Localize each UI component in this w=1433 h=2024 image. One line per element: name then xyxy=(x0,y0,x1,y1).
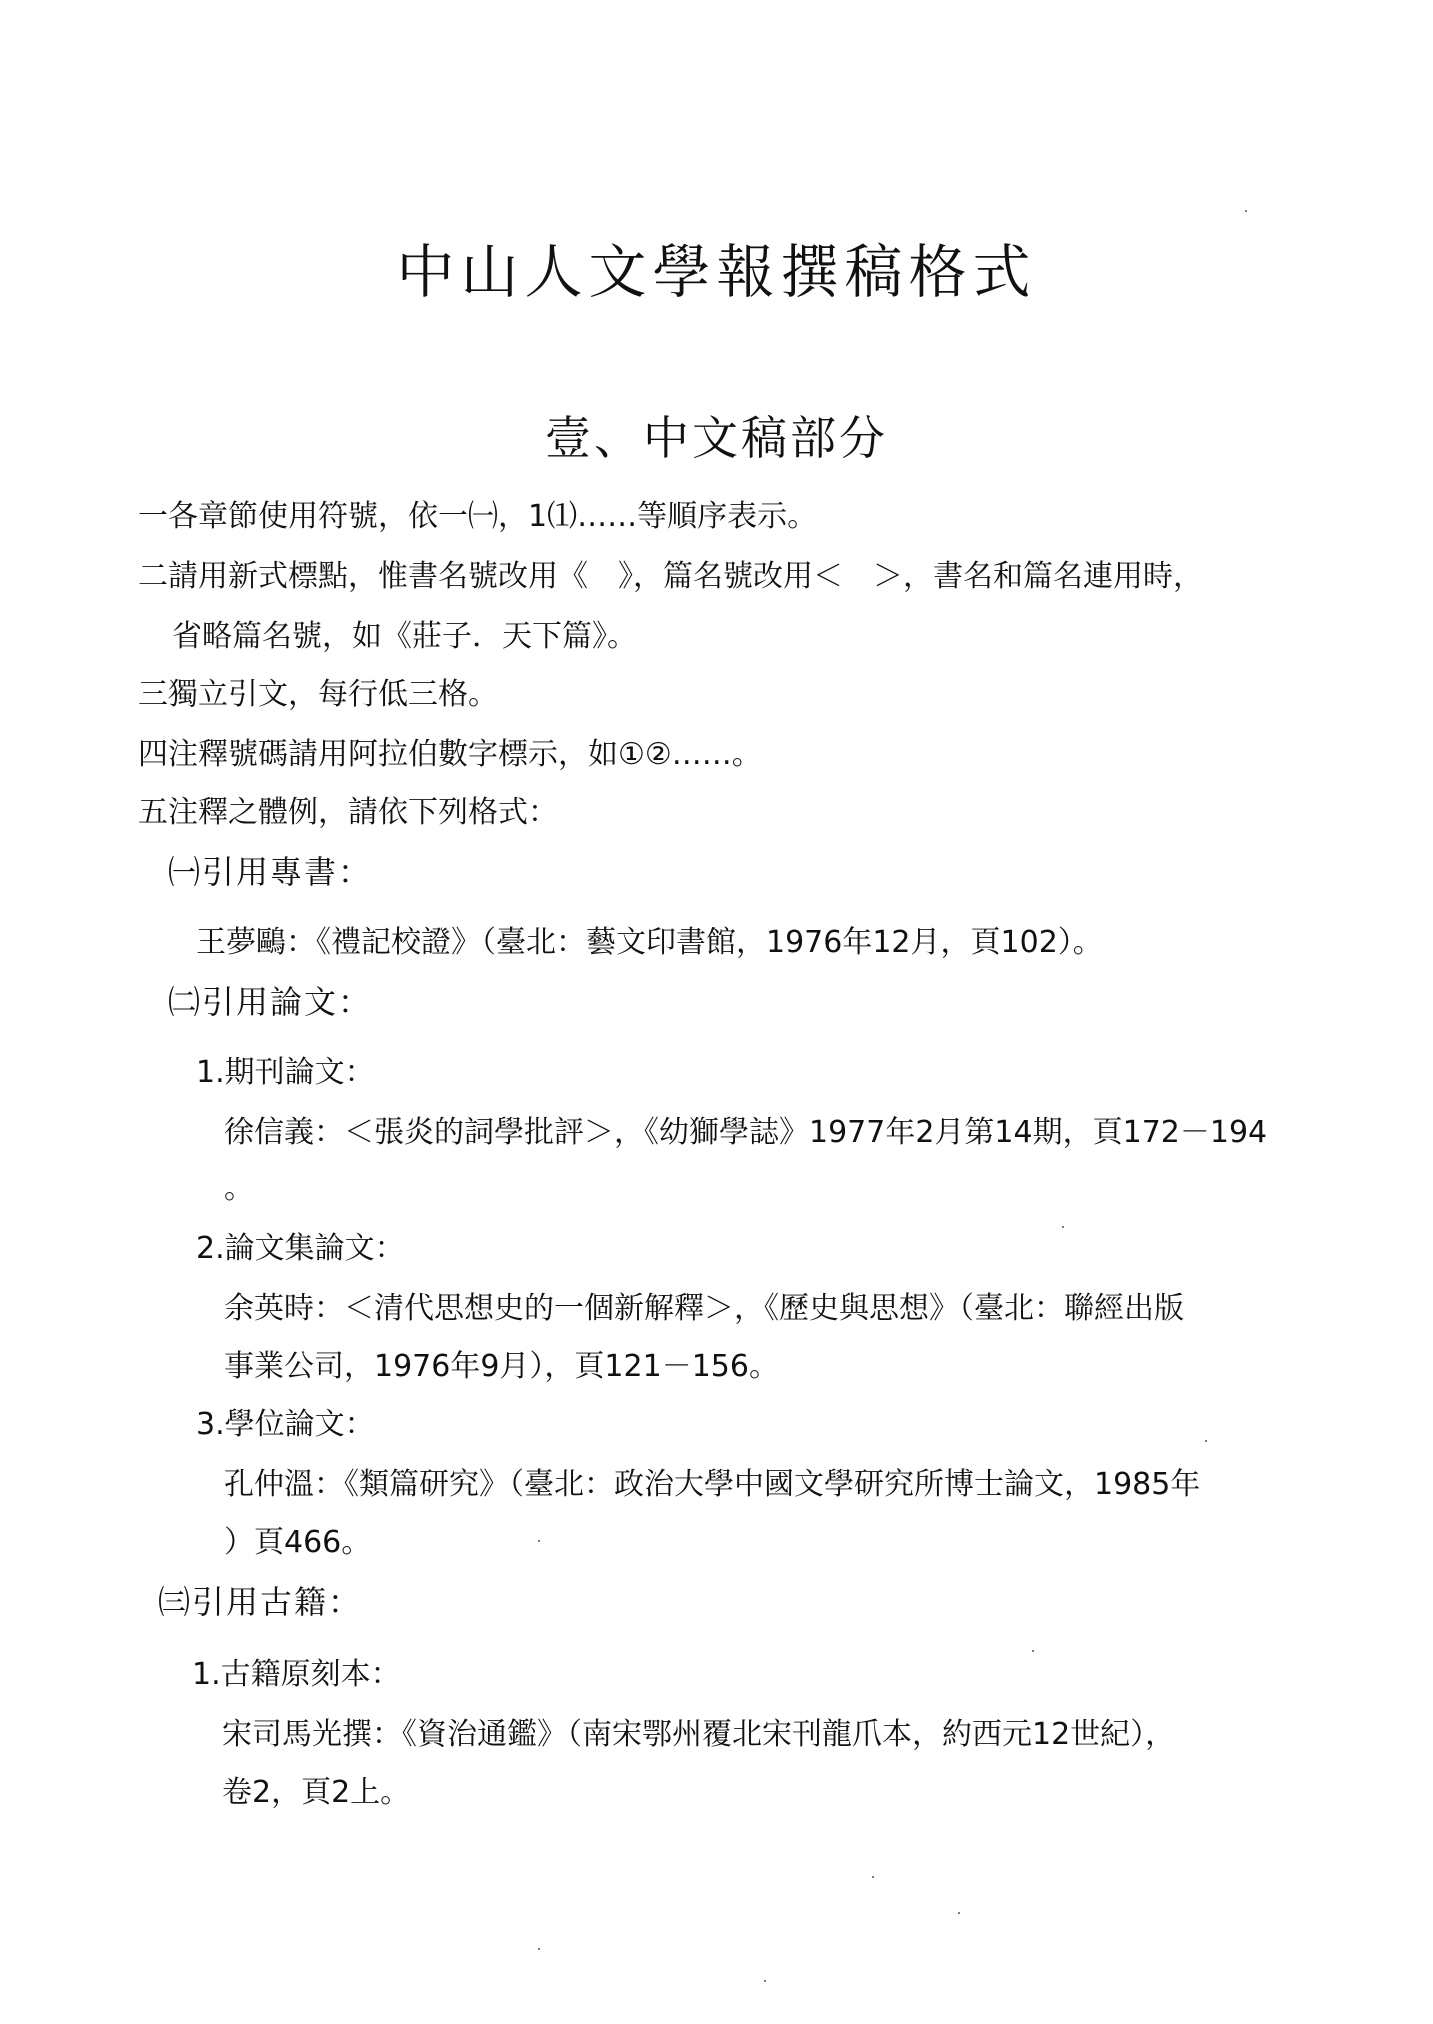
example-thesis: 孔仲溫：《類篇研究》（臺北：政治大學中國文學研究所博士論文，1985年 xyxy=(224,1467,1201,1502)
scan-speck xyxy=(1032,1650,1034,1652)
scan-speck xyxy=(872,1876,874,1878)
item-journal-papers: 1.期刊論文： xyxy=(196,1055,375,1090)
section-title: 壹、中文稿部分 xyxy=(545,411,888,465)
subheading-papers: ㈡引用論文： xyxy=(168,983,373,1021)
scan-speck xyxy=(538,1540,540,1542)
subheading-books: ㈠引用專書： xyxy=(168,853,373,891)
rule-3: 三獨立引文，每行低三格。 xyxy=(138,677,498,712)
document-title: 中山人文學報撰稿格式 xyxy=(396,238,1037,306)
scan-speck xyxy=(1245,210,1247,212)
example-journal-continued: 。 xyxy=(224,1171,254,1206)
item-collection-papers: 2.論文集論文： xyxy=(196,1231,405,1266)
scan-speck xyxy=(958,1912,960,1914)
rule-4: 四注釋號碼請用阿拉伯數字標示，如①②……。 xyxy=(138,737,762,772)
example-collection: 余英時：＜清代思想史的一個新解釋＞，《歷史與思想》（臺北：聯經出版 xyxy=(224,1291,1184,1326)
scan-speck xyxy=(1205,1440,1207,1442)
item-theses: 3.學位論文： xyxy=(196,1407,375,1442)
rule-5: 五注釋之體例，請依下列格式： xyxy=(138,795,558,830)
subheading-classics: ㈢引用古籍： xyxy=(158,1583,363,1621)
scan-speck xyxy=(764,1980,766,1982)
scan-speck xyxy=(538,1948,540,1950)
scan-speck xyxy=(1062,1226,1064,1228)
example-book: 王夢鷗：《禮記校證》（臺北：藝文印書館，1976年12月，頁102）。 xyxy=(196,925,1103,960)
example-classic: 宋司馬光撰：《資治通鑑》（南宋鄂州覆北宋刊龍爪本，約西元12世紀）， xyxy=(222,1717,1176,1752)
example-classic-continued: 卷2，頁2上。 xyxy=(222,1775,411,1810)
example-collection-continued: 事業公司，1976年9月），頁121－156。 xyxy=(224,1349,779,1384)
rule-2-continued: 省略篇名號，如《莊子．天下篇》。 xyxy=(172,619,637,654)
example-journal: 徐信義：＜張炎的詞學批評＞，《幼獅學誌》1977年2月第14期，頁172－194 xyxy=(224,1115,1268,1150)
example-thesis-continued: ）頁466。 xyxy=(224,1525,372,1560)
item-original-prints: 1.古籍原刻本： xyxy=(192,1657,401,1692)
rule-1: 一各章節使用符號，依一㈠，1⑴……等順序表示。 xyxy=(138,499,818,534)
rule-2: 二請用新式標點，惟書名號改用《 》，篇名號改用＜ ＞，書名和篇名連用時， xyxy=(138,559,1203,594)
